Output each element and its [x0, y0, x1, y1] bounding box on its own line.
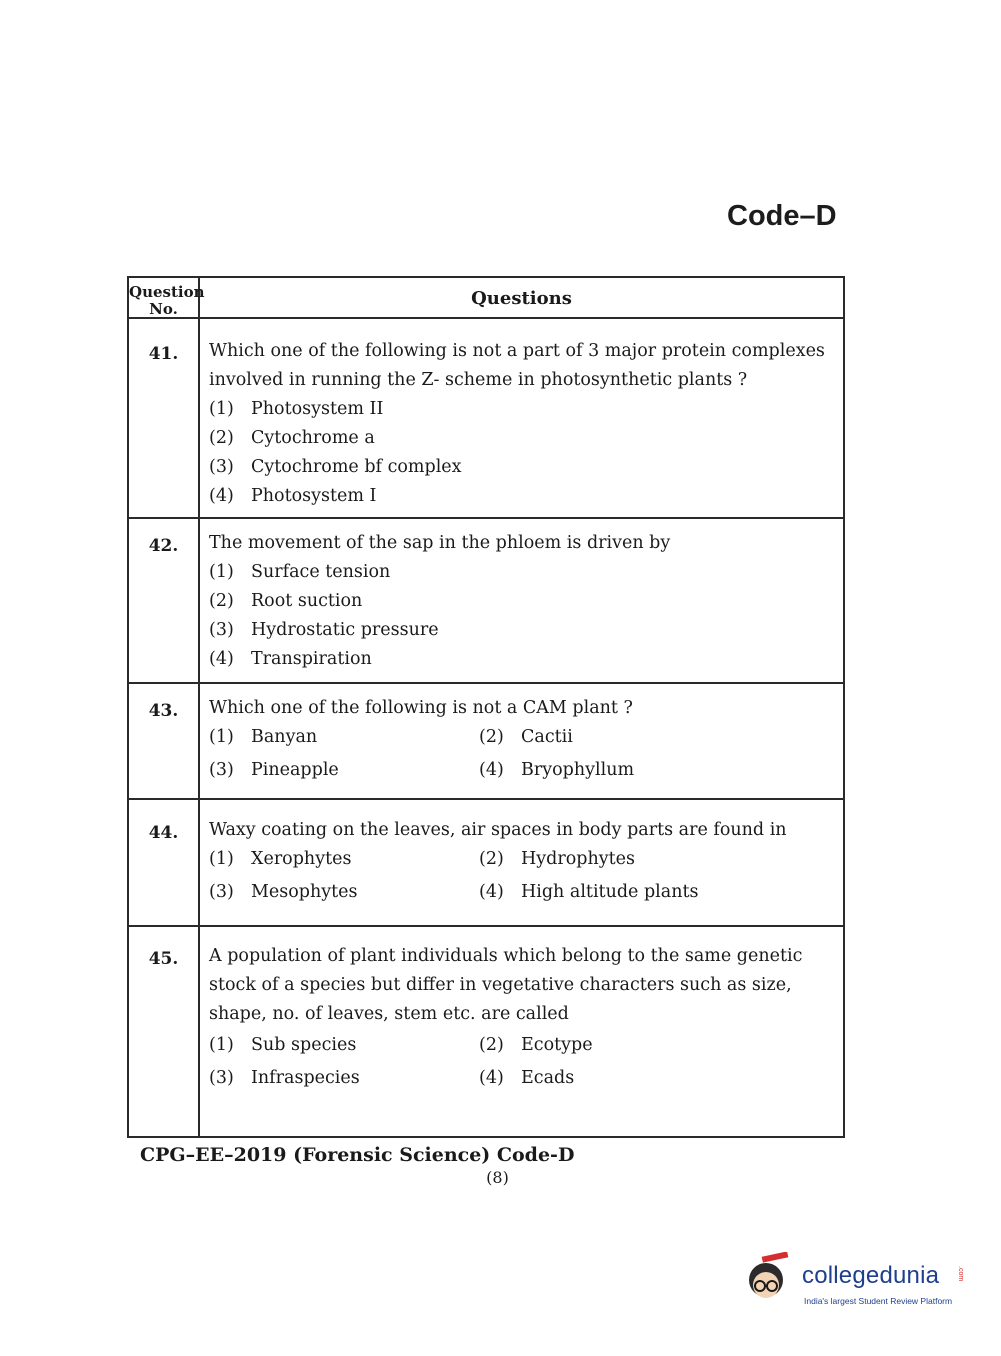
option-42-3: (3) Hydrostatic pressure — [209, 620, 439, 640]
question-42 — [209, 529, 837, 674]
question-42-number: 42. — [148, 536, 179, 556]
option-44-1: (1) Xerophytes — [209, 849, 352, 869]
mascot-icon — [742, 1252, 798, 1308]
option-43-3: (3) Pineapple — [209, 760, 339, 780]
question-42-text: The movement of the sap in the phloem is driven by — [209, 533, 671, 553]
question-number-header-line2: No. — [149, 300, 178, 318]
question-44-rule — [129, 925, 843, 927]
logo-suffix: .com — [957, 1266, 964, 1282]
question-42-rule — [129, 682, 843, 684]
question-41-text: Which one of the following is not a part of 3 major protein complexes involved in running the Z- scheme in photosynthetic plants ? — [209, 341, 825, 390]
question-44-number: 44. — [148, 823, 179, 843]
question-number-header-line1: Question — [129, 283, 205, 301]
question-41 — [209, 337, 837, 511]
option-42-2: (2) Root suction — [209, 591, 363, 611]
option-45-2: (2) Ecotype — [479, 1035, 593, 1055]
option-44-4: (4) High altitude plants — [479, 882, 699, 902]
page-number: (8) — [486, 1168, 509, 1187]
option-43-2: (2) Cactii — [479, 727, 573, 747]
question-43-options — [209, 723, 837, 785]
question-44 — [209, 816, 837, 907]
collegedunia-logo — [742, 1252, 972, 1312]
option-45-1: (1) Sub species — [209, 1035, 357, 1055]
header-rule — [129, 317, 843, 319]
option-41-3: (3) Cytochrome bf complex — [209, 457, 462, 477]
option-41-1: (1) Photosystem II — [209, 399, 384, 419]
option-41-4: (4) Photosystem I — [209, 486, 377, 506]
question-45-options — [209, 1031, 837, 1093]
option-45-3: (3) Infraspecies — [209, 1068, 360, 1088]
question-43-rule — [129, 798, 843, 800]
exam-code-footer: CPG–EE–2019 (Forensic Science) Code-D — [140, 1144, 575, 1166]
logo-tagline: India's largest Student Review Platform — [804, 1296, 953, 1306]
question-44-options — [209, 845, 837, 907]
question-number-header — [129, 283, 205, 318]
question-44-text: Waxy coating on the leaves, air spaces in body parts are found in — [209, 820, 787, 840]
questions-header: Questions — [471, 288, 572, 309]
option-43-1: (1) Banyan — [209, 727, 318, 747]
question-43-text: Which one of the following is not a CAM plant ? — [209, 698, 633, 718]
question-45-text: A population of plant individuals which belong to the same genetic stock of a species but differ in vegetative characters such as size, shape, no. of leaves, stem etc. are called — [209, 946, 803, 1024]
column-divider — [198, 278, 200, 1136]
option-42-1: (1) Surface tension — [209, 562, 391, 582]
question-43-number: 43. — [148, 701, 179, 721]
question-45-number: 45. — [148, 949, 179, 969]
option-44-3: (3) Mesophytes — [209, 882, 358, 902]
paper-code: Code–D — [727, 200, 837, 232]
option-45-4: (4) Ecads — [479, 1068, 575, 1088]
question-41-number: 41. — [148, 344, 179, 364]
logo-name: collegedunia — [802, 1262, 940, 1289]
option-43-4: (4) Bryophyllum — [479, 760, 635, 780]
option-42-4: (4) Transpiration — [209, 649, 372, 669]
question-45 — [209, 942, 837, 1093]
option-41-2: (2) Cytochrome a — [209, 428, 375, 448]
option-44-2: (2) Hydrophytes — [479, 849, 635, 869]
question-41-rule — [129, 517, 843, 519]
question-table — [127, 276, 845, 1138]
question-43 — [209, 694, 837, 785]
